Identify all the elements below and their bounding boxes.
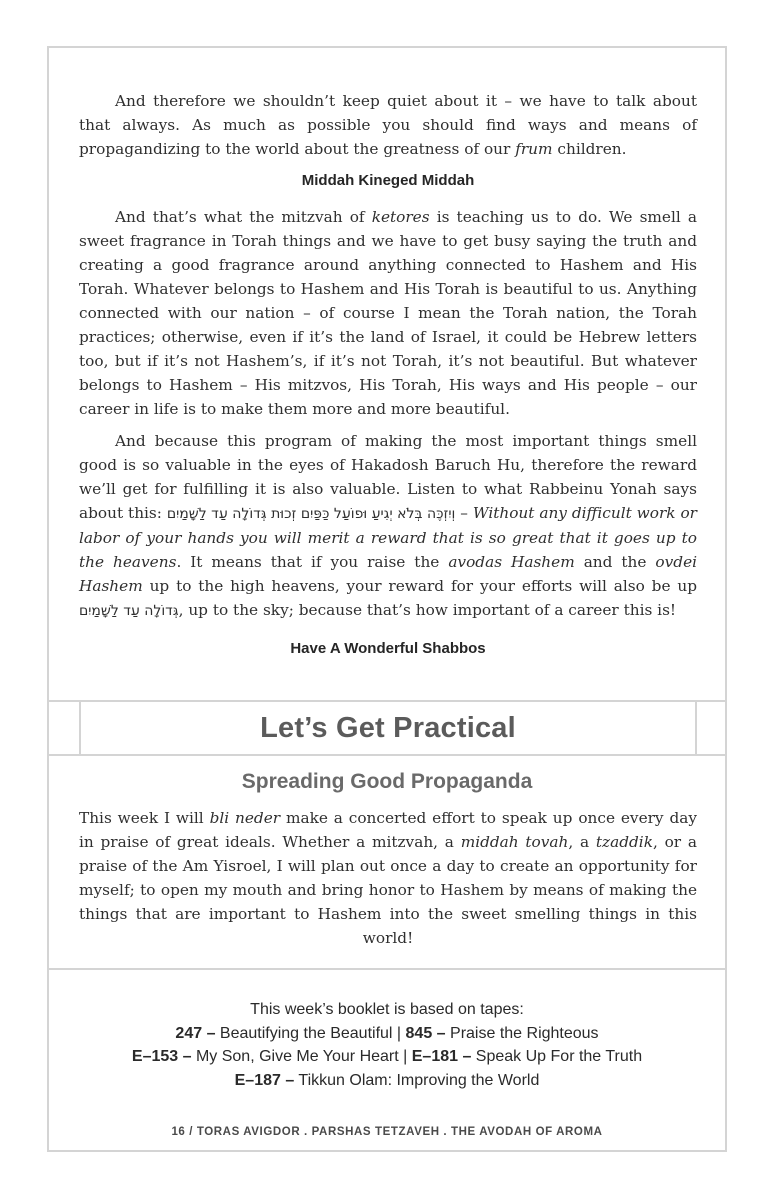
- practical-text-1: This week I will: [79, 809, 210, 827]
- divider-tapes: [47, 968, 727, 970]
- practical-banner: [79, 702, 697, 754]
- main-text: [79, 89, 697, 661]
- tapes-intro: This week’s booklet is based on tapes:: [250, 1001, 524, 1018]
- practical-banner-title: Let’s Get Practical: [260, 711, 516, 744]
- hebrew-quote: וְיִזְכֶּה בְּלֹא יְגִיעַ וּפוֹעַל כַּפַּיִם זְכוּת גְּדוֹלָה עַד לַשָּׁמַיִם: [166, 506, 456, 522]
- tapes-section: [47, 998, 727, 1092]
- tape-number: E–153 –: [131, 1048, 192, 1065]
- paragraph-3-cont: up to the high heavens, your reward for your efforts will also be up: [142, 577, 697, 595]
- tape-number: 845 –: [405, 1024, 446, 1042]
- tape-title: My Son, Give Me Your Heart |: [191, 1048, 412, 1065]
- practical-text-4: , or a praise of the Am Yisroel, I will plan out once a day to create an opportunity for myself; to open my mouth and bring honor to Hashem by means of making the things that are important to Hashem into the sweet smelling things in this world!: [79, 833, 697, 947]
- practical-heading: Spreading Good Propaganda: [241, 770, 533, 793]
- tape-number: E–181 –: [411, 1048, 472, 1065]
- paragraph-3-text: And because this program of making the most important things smell good is so valuable in the eyes of Hakadosh Baruch Hu, therefore the reward we’ll get for fulfilling it is also valuable. Listen to what Rabbeinu Yonah says about this:: [79, 432, 697, 522]
- closing-line: Have A Wonderful Shabbos: [290, 640, 486, 657]
- practical-text-3: , a: [568, 833, 596, 851]
- tzaddik-italic: tzaddik: [595, 833, 653, 851]
- ovdei-hashem-italic: ovdei Hashem: [79, 553, 698, 595]
- tape-title: Beautifying the Beautiful |: [215, 1024, 406, 1042]
- divider-bottom: [47, 754, 727, 756]
- paragraph-2-end: is teaching us to do. We smell a sweet fragrance in Torah things and we have to get busy saying the truth and creating a good fragrance around anything connected to Hashem and His Torah. Whatever belongs to Hashem and His Torah is beautiful to us. Anything connected with our nation – of course I mean the Torah nation, the Torah practices; otherwise, even if it’s the land of Israel, it could be Hebrew letters too, but if it’s not Hashem’s, if it’s not Torah, it’s not beautiful. But whatever belongs to Hashem – His mitzvos, His Torah, His ways and His people – our career in life is to make them more and more beautiful.: [79, 208, 697, 418]
- paragraph-2-text: And that’s what the mitzvah of: [115, 208, 372, 226]
- bli-neder-italic: bli neder: [209, 809, 281, 827]
- avodas-hashem-italic: avodas Hashem: [448, 553, 575, 571]
- section-subheading: Middah Kineged Middah: [301, 172, 475, 189]
- paragraph-1-italic: frum: [515, 140, 553, 158]
- tape-title: Praise the Righteous: [445, 1024, 599, 1042]
- paragraph-2-italic: ketores: [371, 208, 430, 226]
- hebrew-phrase: גְּדוֹלָה עַד לַשָּׁמַיִם: [79, 603, 179, 619]
- tapes-line-1: [47, 1022, 727, 1046]
- practical-text-2: make a concerted effort to speak up once every day in praise of great ideals. Whether a mitzvah, a: [79, 809, 697, 851]
- middah-tovah-italic: middah tovah: [460, 833, 569, 851]
- paragraph-3-end: , up to the sky; because that’s how important of a career this is!: [178, 601, 677, 619]
- tape-title: Tikkun Olam: Improving the World: [294, 1071, 540, 1089]
- translation-italic: Without any difficult work or labor of your hands you will merit a reward that is so great that it goes up to the heavens: [79, 504, 697, 571]
- paragraph-1-end: children.: [552, 140, 627, 158]
- paragraph-3-mid: . It means that if you raise the: [176, 553, 449, 571]
- tape-number: 247 –: [175, 1024, 216, 1042]
- tapes-line-2: [47, 1045, 727, 1069]
- tape-number: E–187 –: [234, 1071, 295, 1089]
- practical-text: [79, 806, 697, 950]
- paragraph-2: [79, 205, 697, 421]
- tapes-line-3: [47, 1069, 727, 1093]
- paragraph-3-dash: –: [455, 504, 473, 522]
- paragraph-3-and: and the: [574, 553, 656, 571]
- paragraph-3: [79, 429, 697, 623]
- paragraph-1: [79, 89, 697, 161]
- page-footer: 16 / TORAS AVIGDOR . PARSHAS TETZAVEH . THE AVODAH OF AROMA: [171, 1126, 603, 1138]
- tape-title: Speak Up For the Truth: [471, 1048, 643, 1065]
- paragraph-1-text: And therefore we shouldn’t keep quiet about it – we have to talk about that always. As much as possible you should find ways and means of propagandizing to the world about the greatness of our: [79, 92, 697, 158]
